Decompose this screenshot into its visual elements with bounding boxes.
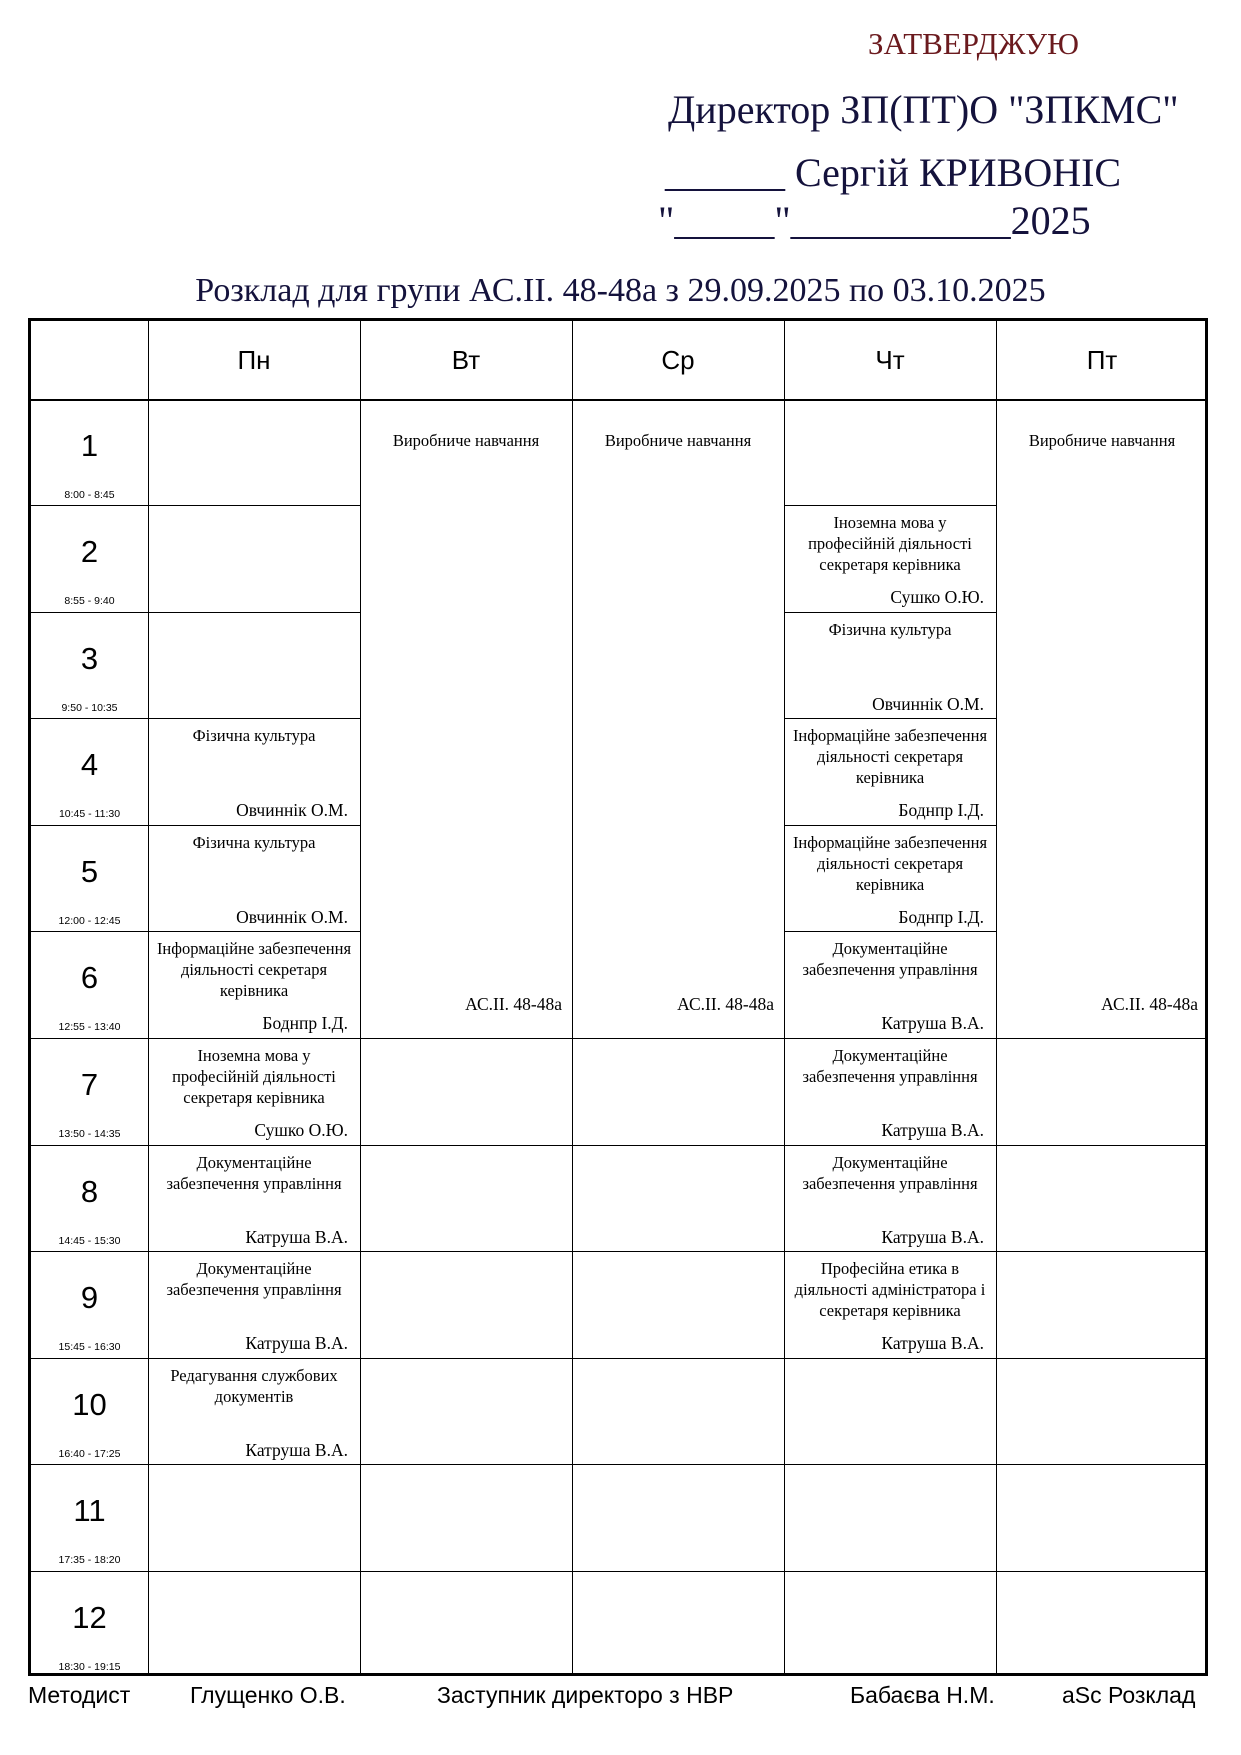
director-title: Директор ЗП(ПТ)О "ЗПКМС" [668, 87, 1179, 132]
period-time: 12:55 - 13:40 [58, 1021, 121, 1033]
period-cell [31, 1571, 148, 1677]
lesson-subject: Документаційне забезпечення управління [802, 1153, 978, 1193]
deputy-label: Заступник директоро з НВР [437, 1682, 734, 1708]
merged-lesson-tue [360, 399, 572, 1038]
lesson-subject: Виробниче навчання [1028, 431, 1176, 450]
period-cell [31, 399, 148, 505]
lesson-teacher: Катруша В.А. [881, 1120, 984, 1140]
date-line: "_____"___________2025 [658, 198, 1091, 243]
lesson-teacher: Сушко О.Ю. [254, 1120, 348, 1140]
lesson-cell [148, 1358, 360, 1464]
period-time: 16:40 - 17:25 [58, 1448, 121, 1460]
footer [0, 1682, 1241, 1712]
period-cell [31, 1464, 148, 1570]
period-time: 8:55 - 9:40 [64, 595, 115, 607]
lesson-teacher: Овчиннік О.М. [236, 907, 348, 927]
lesson-cell [148, 931, 360, 1037]
lesson-teacher: Боднпр І.Д. [262, 1013, 348, 1033]
lesson-teacher: Боднпр І.Д. [898, 907, 984, 927]
lesson-teacher: Боднпр І.Д. [898, 800, 984, 820]
period-cell [31, 1038, 148, 1144]
lesson-group: АС.ІІ. 48-48а [1101, 994, 1198, 1014]
lesson-subject: Документаційне забезпечення управління [166, 1153, 342, 1193]
period-time: 18:30 - 19:15 [58, 1661, 121, 1673]
lesson-cell [148, 1038, 360, 1144]
period-number: 10 [72, 1387, 107, 1422]
day-header-mon: Пн [237, 344, 271, 375]
period-number: 1 [80, 428, 99, 463]
period-number: 7 [80, 1067, 99, 1102]
lesson-cell [784, 1251, 996, 1357]
period-cell [31, 505, 148, 611]
period-number: 11 [73, 1493, 106, 1528]
lesson-cell [784, 1145, 996, 1251]
lesson-cell [148, 1251, 360, 1357]
lesson-cell [784, 1038, 996, 1144]
period-number: 3 [80, 641, 99, 676]
lesson-subject: Документаційне забезпечення управління [802, 1046, 978, 1086]
lesson-subject: Іноземна мова у професійній діяльності секретаря керівника [808, 513, 972, 574]
period-cell [31, 825, 148, 931]
period-time: 12:00 - 12:45 [58, 915, 121, 927]
period-number: 5 [80, 854, 99, 889]
grid-line [31, 1464, 1205, 1465]
merged-lesson-fri [996, 399, 1208, 1038]
lesson-cell [784, 612, 996, 718]
period-number: 4 [80, 747, 99, 782]
lesson-cell [784, 718, 996, 824]
lesson-cell [148, 718, 360, 824]
lesson-teacher: Катруша В.А. [245, 1440, 348, 1460]
period-cell [31, 1358, 148, 1464]
lesson-teacher: Сушко О.Ю. [890, 587, 984, 607]
lesson-group: АС.ІІ. 48-48а [677, 994, 774, 1014]
lesson-cell [784, 505, 996, 611]
lesson-teacher: Овчиннік О.М. [872, 694, 984, 714]
lesson-subject: Фізична культура [828, 620, 952, 639]
period-number: 6 [80, 960, 99, 995]
period-time: 15:45 - 16:30 [58, 1341, 121, 1353]
grid-line [31, 1571, 1205, 1572]
lesson-subject: Виробниче навчання [604, 431, 752, 450]
period-cell [31, 1145, 148, 1251]
lesson-teacher: Катруша В.А. [245, 1333, 348, 1353]
period-time: 8:00 - 8:45 [64, 489, 115, 501]
day-header-tue: Вт [451, 344, 481, 375]
methodist-label: Методист [28, 1682, 131, 1708]
lesson-cell [148, 1145, 360, 1251]
app-name: aSc Розклад [1062, 1682, 1196, 1708]
lesson-cell [148, 825, 360, 931]
period-number: 2 [80, 534, 99, 569]
lesson-teacher: Овчиннік О.М. [236, 800, 348, 820]
day-header-thu: Чт [875, 344, 905, 375]
schedule-grid [28, 318, 1208, 1676]
lesson-cell [784, 931, 996, 1037]
deputy-name: Бабаєва Н.М. [850, 1682, 995, 1708]
lesson-cell [784, 825, 996, 931]
lesson-teacher: Катруша В.А. [881, 1013, 984, 1033]
day-header-fri: Пт [1086, 344, 1118, 375]
period-time: 17:35 - 18:20 [58, 1554, 121, 1566]
lesson-subject: Професійна етика в діяльності адміністратора і секретаря керівника [794, 1259, 986, 1320]
lesson-teacher: Катруша В.А. [881, 1333, 984, 1353]
lesson-subject: Фізична культура [192, 726, 316, 745]
signature-line: ______ Сергій КРИВОНІС [665, 150, 1122, 195]
lesson-subject: Інформаційне забезпечення діяльності секретаря керівника [792, 833, 988, 894]
lesson-subject: Редагування службових документів [170, 1366, 338, 1406]
day-header-wed: Ср [661, 344, 695, 375]
period-number: 8 [80, 1174, 99, 1209]
period-cell [31, 931, 148, 1037]
schedule-title: Розклад для групи АС.ІІ. 48-48а з 29.09.2025 по 03.10.2025 [195, 272, 1046, 309]
period-time: 14:45 - 15:30 [58, 1235, 121, 1247]
lesson-subject: Інформаційне забезпечення діяльності секретаря керівника [156, 939, 352, 1000]
period-time: 13:50 - 14:35 [58, 1128, 121, 1140]
lesson-subject: Фізична культура [192, 833, 316, 852]
period-cell [31, 612, 148, 718]
lesson-teacher: Катруша В.А. [245, 1227, 348, 1247]
period-time: 9:50 - 10:35 [61, 702, 118, 714]
lesson-subject: Інформаційне забезпечення діяльності секретаря керівника [792, 726, 988, 787]
lesson-subject: Документаційне забезпечення управління [802, 939, 978, 979]
merged-lesson-wed [572, 399, 784, 1038]
lesson-subject: Документаційне забезпечення управління [166, 1259, 342, 1299]
period-number: 9 [80, 1280, 99, 1315]
methodist-name: Глущенко О.В. [190, 1682, 346, 1708]
approval-heading: ЗАТВЕРДЖУЮ [868, 26, 1079, 61]
lesson-group: АС.ІІ. 48-48а [465, 994, 562, 1014]
lesson-teacher: Катруша В.А. [881, 1227, 984, 1247]
period-number: 12 [72, 1600, 107, 1635]
period-time: 10:45 - 11:30 [58, 808, 121, 820]
period-cell [31, 718, 148, 824]
period-cell [31, 1251, 148, 1357]
lesson-subject: Виробниче навчання [392, 431, 540, 450]
lesson-subject: Іноземна мова у професійній діяльності секретаря керівника [172, 1046, 336, 1107]
